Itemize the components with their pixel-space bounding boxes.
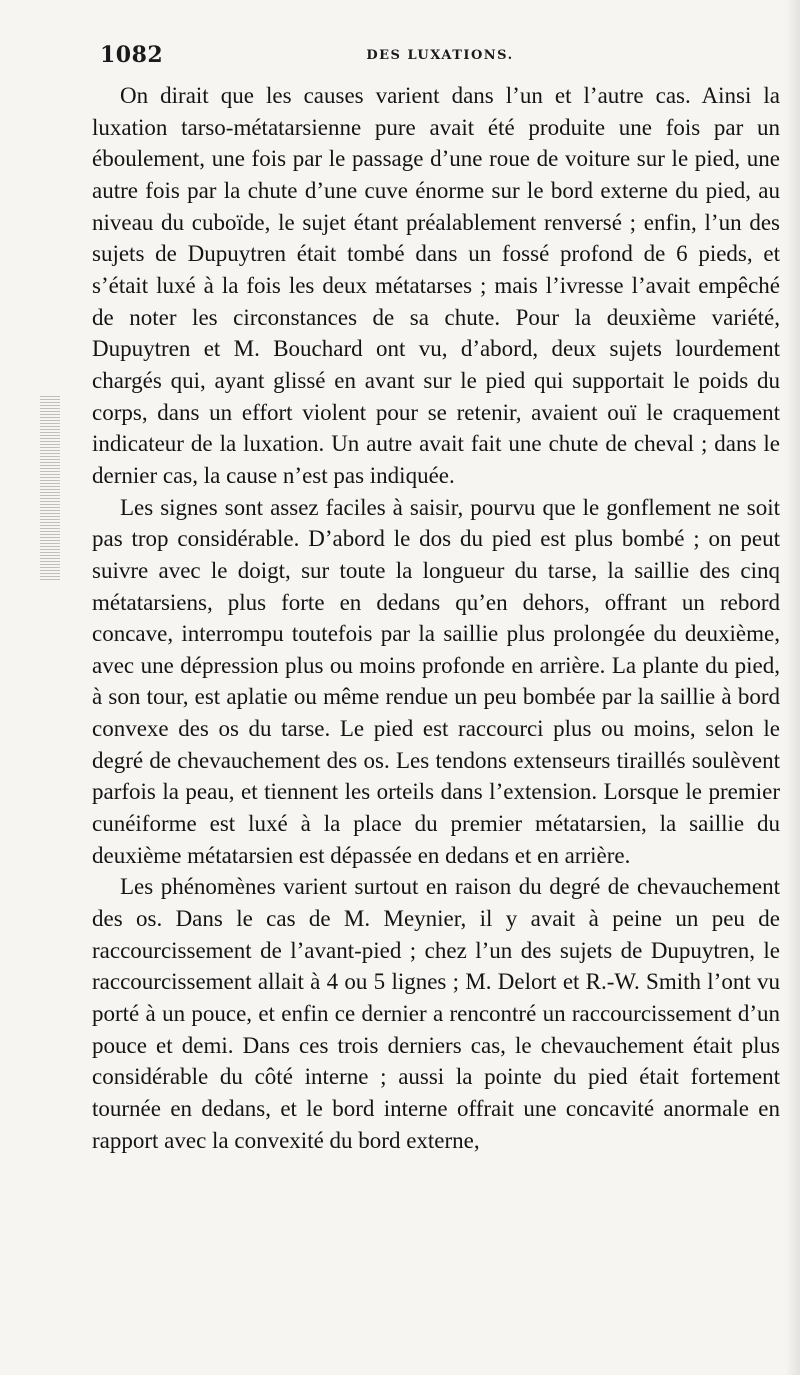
paragraph-causes: On dirait que les causes varient dans l’un et l’autre cas. Ainsi la luxation tarso-métatarsienne pure avait été produite une fois par un éboulement, une fois par le passage d’une roue de voiture sur le pied, une autre fois par la chute d’une cuve énorme sur le bord externe du pied, au niveau du cuboïde, le sujet étant préalablement renversé ; enfin, l’un des sujets de Dupuytren était tombé dans un fossé profond de 6 pieds, et s’était luxé à la fois les deux métatarses ; mais l’ivresse l’avait empêché de noter les circonstances de sa chute. Pour la deuxième variété, Dupuytren et M. Bouchard ont vu, d’abord, deux sujets lourdement chargés qui, ayant glissé en avant sur le pied qui supportait le poids du corps, dans un effort violent pour se retenir, avaient ouï le craquement indicateur de la luxation. Un autre avait fait une chute de cheval ; dans le dernier cas, la cause n’est pas indiquée.: [92, 83, 780, 488]
page-body: [92, 80, 780, 1156]
paragraph-phenomenes: Les phénomènes varient surtout en raison du degré de chevauchement des os. Dans le cas de M. Meynier, il y avait à peine un peu de raccourcissement de l’avant-pied ; chez l’un des sujets de Dupuytren, le raccourcissement allait à 4 ou 5 lignes ; M. Delort et R.-W. Smith l’ont vu porté à un pouce, et enfin ce dernier a rencontré un raccourcissement d’un pouce et demi. Dans ces trois derniers cas, le chevauchement était plus considérable du côté interne ; aussi la pointe du pied était fortement tournée en dedans, et le bord interne offrait une concavité anormale en rapport avec la convexité du bord externe,: [92, 874, 780, 1153]
paragraph-signes: Les signes sont assez faciles à saisir, pourvu que le gonflement ne soit pas trop considérable. D’abord le dos du pied est plus bombé ; on peut suivre avec le doigt, sur toute la longueur du tarse, la saillie des cinq métatarsiens, plus forte en dedans qu’en dehors, offrant un rebord concave, interrompu toutefois par la saillie plus prolongée du deuxième, avec une dépression plus ou moins profonde en arrière. La plante du pied, à son tour, est aplatie ou même rendue un peu bombée par la saillie à bord convexe des os du tarse. Le pied est raccourci plus ou moins, selon le degré de chevauchement des os. Les tendons extenseurs tiraillés soulèvent parfois la peau, et tiennent les orteils dans l’extension. Lorsque le premier cunéiforme est luxé à la place du premier métatarsien, la saillie du deuxième métatarsien est dépassée en dedans et en arrière.: [92, 494, 780, 868]
page-edge-shadow: [786, 0, 800, 1375]
running-head: DES LUXATIONS.: [366, 48, 514, 63]
margin-mark: [40, 395, 60, 580]
page-number: 1082: [100, 42, 164, 68]
page-header: [100, 42, 780, 72]
